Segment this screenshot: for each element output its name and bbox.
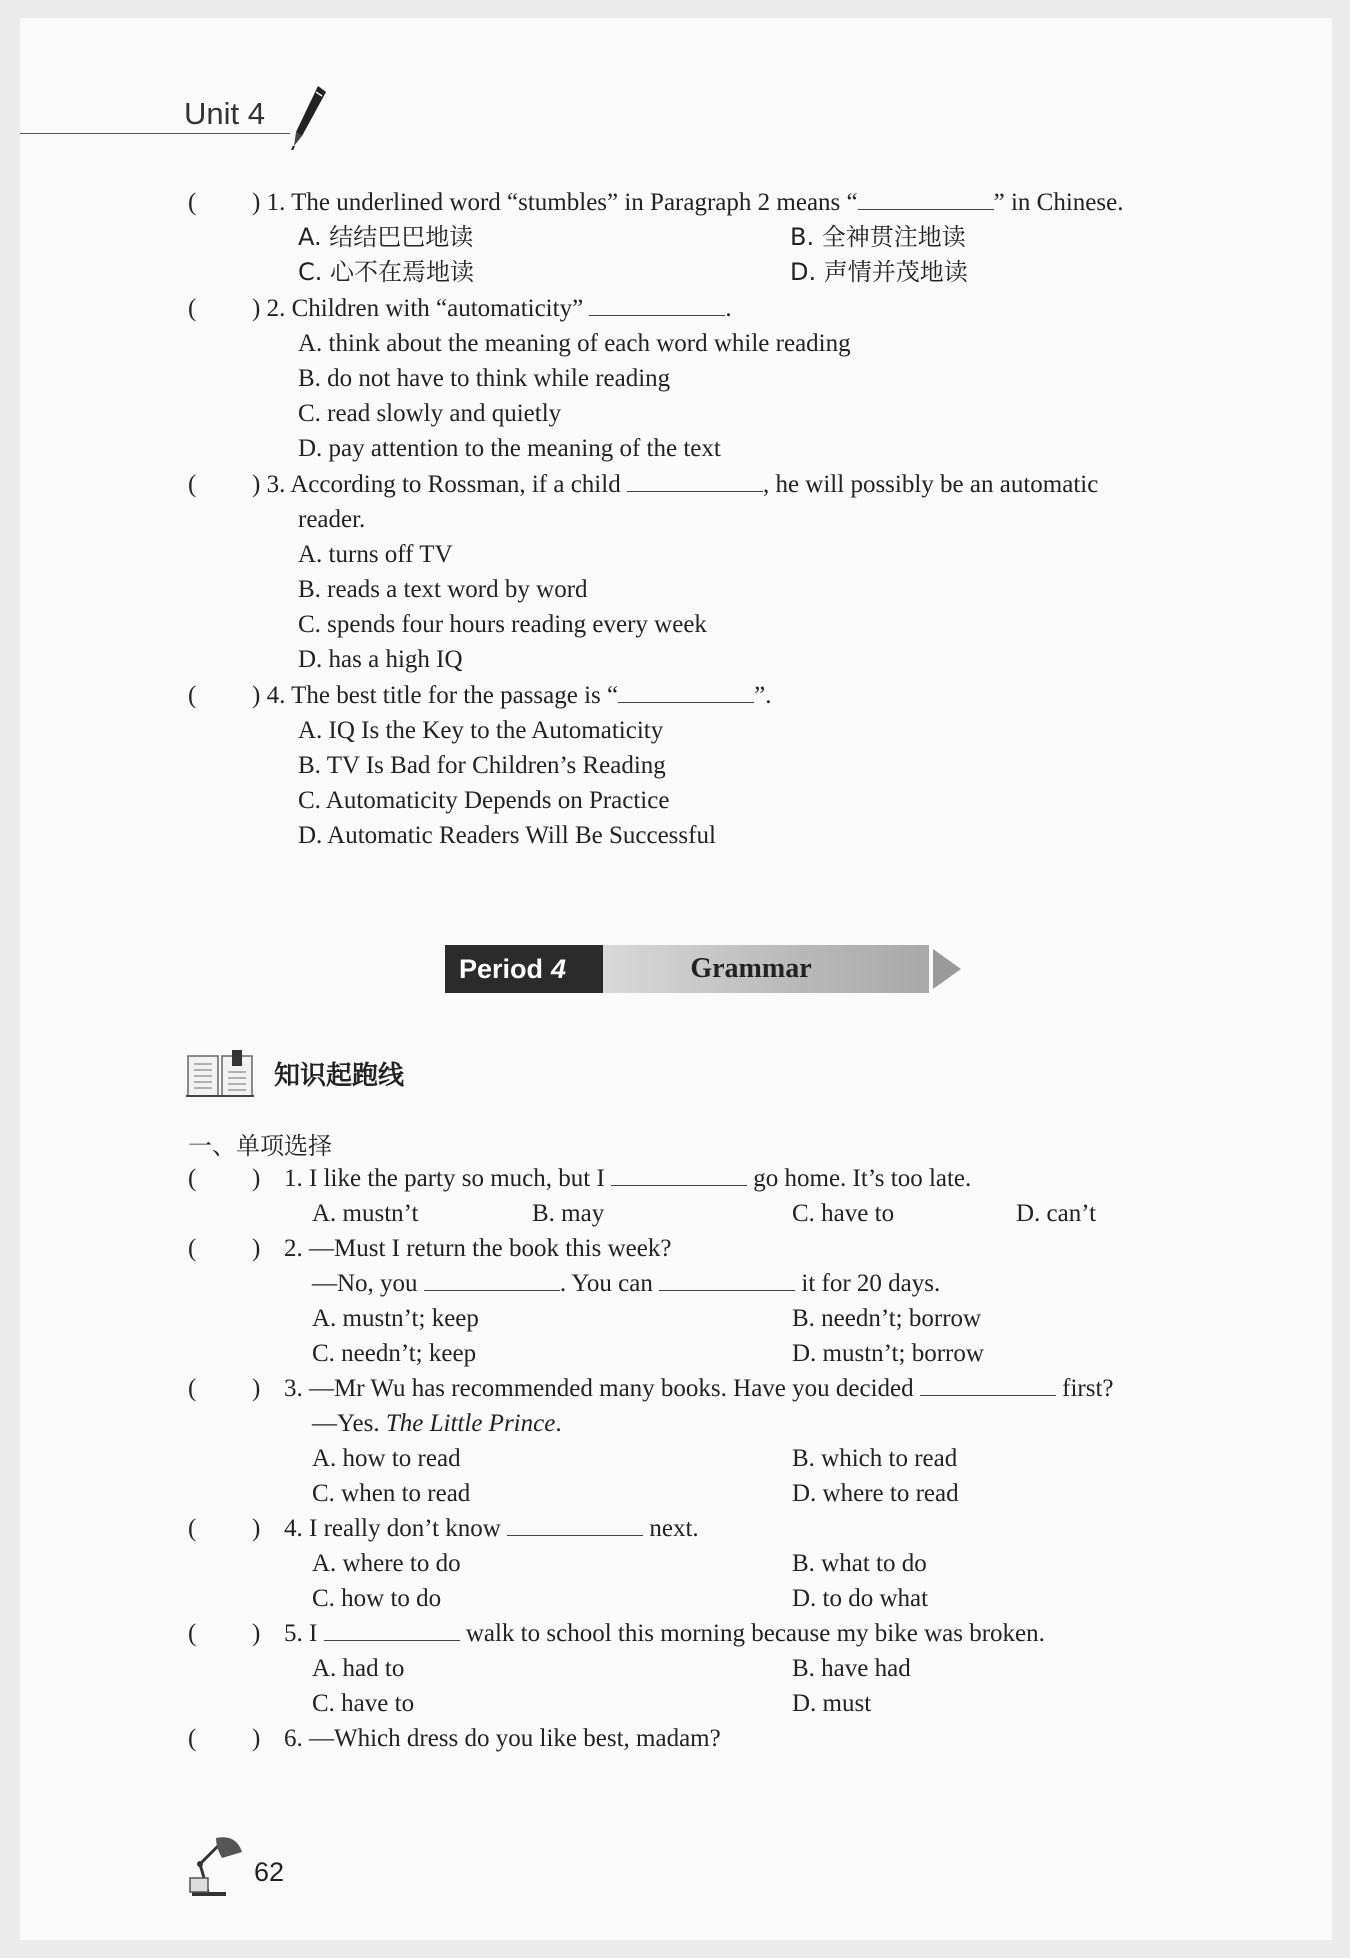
option-a: A. where to do: [312, 1550, 461, 1577]
option-b: B. TV Is Bad for Children’s Reading: [298, 752, 666, 779]
option-c: C. spends four hours reading every week: [298, 611, 707, 638]
option-c: C. Automaticity Depends on Practice: [298, 787, 670, 814]
option-a: A. turns off TV: [298, 541, 453, 568]
option-d: D. can’t: [1016, 1200, 1097, 1227]
answer-blank[interactable]: [920, 1374, 1056, 1396]
unit-title: Unit 4: [184, 96, 265, 131]
option-b: B. have had: [792, 1655, 911, 1682]
question-text: go home. It’s too late.: [753, 1165, 972, 1192]
question-text: walk to school this morning because my bike was broken.: [465, 1620, 1045, 1647]
option-b: B. what to do: [792, 1550, 927, 1577]
period-word: Period: [459, 954, 544, 984]
option-c: C. have to: [792, 1200, 895, 1227]
answer-blank[interactable]: [618, 681, 754, 703]
answer-paren-open: (: [188, 1375, 197, 1402]
answer-paren-close: ): [252, 1725, 261, 1752]
question-4: [252, 681, 771, 711]
option-d: D. must: [792, 1690, 872, 1717]
question-text: ) 3. According to Rossman, if a child: [252, 471, 621, 498]
option-a: A. how to read: [312, 1445, 461, 1472]
question-continuation: reader.: [298, 506, 366, 533]
banner-arrow-icon: [933, 949, 961, 989]
book-title: The Little Prince: [385, 1410, 556, 1437]
option-c: C. have to: [312, 1690, 415, 1717]
section-title: 知识起跑线: [274, 1061, 405, 1091]
option-b: B. which to read: [792, 1445, 958, 1472]
option-d: D. to do what: [792, 1585, 929, 1612]
grammar-question-6: 6. —Which dress do you like best, madam?: [284, 1725, 721, 1752]
question-text: , he will possibly be an automatic: [762, 471, 1099, 498]
question-text: . You can: [559, 1270, 653, 1297]
question-text: it for 20 days.: [801, 1270, 941, 1297]
option-b: B. needn’t; borrow: [792, 1305, 982, 1332]
option-b: B. may: [532, 1200, 605, 1227]
option-c: C. needn’t; keep: [312, 1340, 477, 1367]
period-topic: Grammar: [603, 945, 929, 993]
question-2: [252, 294, 732, 324]
period-label: [445, 945, 603, 993]
option-d: D. pay attention to the meaning of the text: [298, 435, 721, 462]
question-text: ) 1. The underlined word “stumbles” in Paragraph 2 means “: [252, 189, 858, 216]
question-text: .: [725, 295, 732, 322]
question-text: ”.: [754, 682, 772, 709]
answer-blank[interactable]: [659, 1269, 795, 1291]
answer-paren-open: (: [188, 1515, 197, 1542]
option-b: B. do not have to think while reading: [298, 365, 671, 392]
answer-blank[interactable]: [611, 1164, 747, 1186]
answer-paren-open: (: [188, 1165, 197, 1192]
answer-paren-close: ): [252, 1515, 261, 1542]
option-b: B. reads a text word by word: [298, 576, 588, 603]
option-a: A. mustn’t: [312, 1200, 419, 1227]
option-a: A. IQ Is the Key to the Automaticity: [298, 717, 664, 744]
part-title: 一、单项选择: [188, 1132, 332, 1160]
answer-paren-close: ): [252, 1620, 261, 1647]
grammar-question-2: 2. —Must I return the book this week?: [284, 1235, 672, 1262]
question-text: next.: [649, 1515, 699, 1542]
question-text: 4. I really don’t know: [284, 1515, 501, 1542]
option-d: D. where to read: [792, 1480, 959, 1507]
answer-blank[interactable]: [627, 470, 763, 492]
desk-lamp-icon: [186, 1834, 244, 1896]
answer-paren-close: ): [252, 1235, 261, 1262]
question-text: ” in Chinese.: [993, 189, 1124, 216]
answer-paren-open: (: [188, 1235, 197, 1262]
option-a: A. mustn’t; keep: [312, 1305, 479, 1332]
answer-paren-close: ): [252, 1165, 261, 1192]
question-text: 3. —Mr Wu has recommended many books. Have you decided: [284, 1375, 914, 1402]
answer-paren-open: (: [188, 471, 197, 498]
option-a: A. 结结巴巴地读: [298, 223, 474, 251]
answer-blank[interactable]: [507, 1514, 643, 1536]
grammar-question-1: [284, 1164, 971, 1194]
option-a: A. think about the meaning of each word while reading: [298, 330, 851, 357]
grammar-question-4: [284, 1514, 699, 1544]
option-c: C. how to do: [312, 1585, 442, 1612]
answer-blank[interactable]: [324, 1619, 460, 1641]
answer-paren-close: ): [252, 1375, 261, 1402]
answer-paren-open: (: [188, 295, 197, 322]
option-b: B. 全神贯注地读: [790, 223, 966, 251]
answer-paren-open: (: [188, 1725, 197, 1752]
option-c: C. 心不在焉地读: [298, 258, 475, 286]
page-number: 62: [254, 1857, 285, 1887]
option-d: D. 声情并茂地读: [790, 258, 968, 286]
option-d: D. Automatic Readers Will Be Successful: [298, 822, 716, 849]
option-d: D. has a high IQ: [298, 646, 463, 673]
question-text: first?: [1062, 1375, 1114, 1402]
option-d: D. mustn’t; borrow: [792, 1340, 984, 1367]
answer-blank[interactable]: [589, 294, 725, 316]
question-text: 1. I like the party so much, but I: [284, 1165, 605, 1192]
answer-paren-open: (: [188, 189, 197, 216]
question-text: ) 2. Children with “automaticity”: [252, 295, 584, 322]
open-book-icon: [186, 1050, 254, 1100]
question-1: [252, 188, 1123, 218]
question-text: —Yes.: [312, 1410, 386, 1437]
question-3: [252, 470, 1098, 500]
answer-paren-open: (: [188, 682, 197, 709]
question-text: 5. I: [284, 1620, 318, 1647]
answer-blank[interactable]: [424, 1269, 560, 1291]
question-text: .: [555, 1410, 562, 1437]
period-banner: [445, 945, 965, 995]
question-text: ) 4. The best title for the passage is “: [252, 682, 619, 709]
period-number: 4: [551, 954, 567, 984]
grammar-question-5: [284, 1619, 1045, 1649]
answer-blank[interactable]: [858, 188, 994, 210]
pen-icon: [288, 84, 330, 150]
dialogue-line: [312, 1409, 562, 1439]
dialogue-line: [312, 1269, 940, 1299]
grammar-question-3: [284, 1374, 1114, 1404]
question-text: —No, you: [312, 1270, 418, 1297]
option-a: A. had to: [312, 1655, 405, 1682]
option-c: C. read slowly and quietly: [298, 400, 562, 427]
option-c: C. when to read: [312, 1480, 471, 1507]
answer-paren-open: (: [188, 1620, 197, 1647]
header-rule: [20, 133, 290, 134]
